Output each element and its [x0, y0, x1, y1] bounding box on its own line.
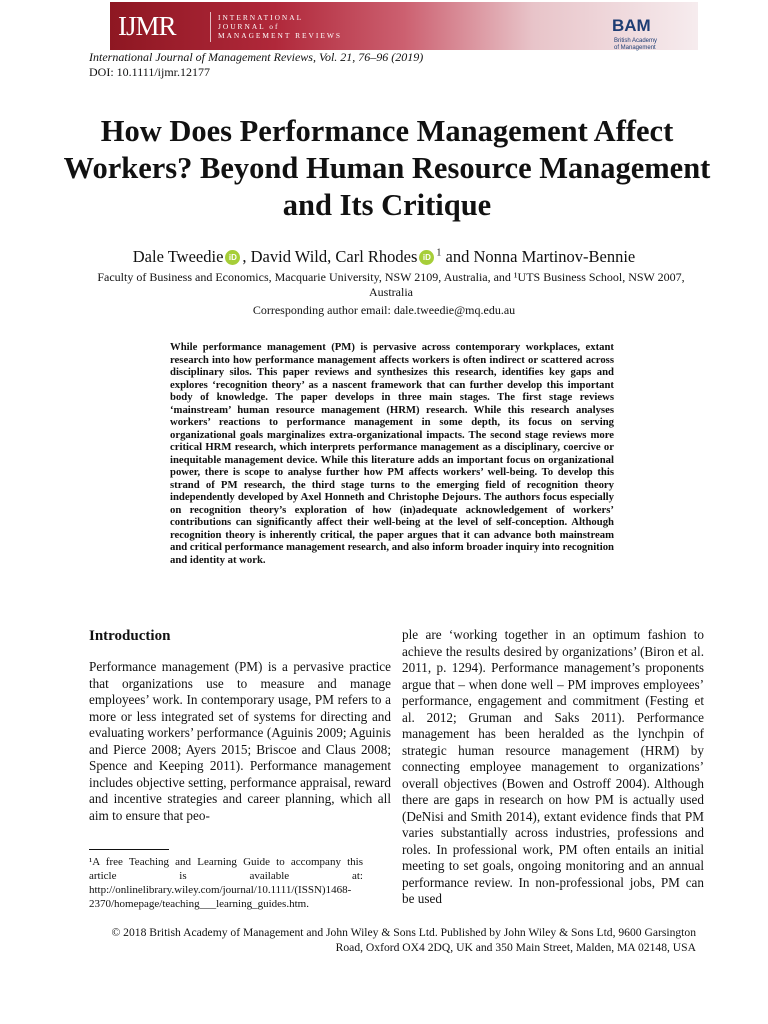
affiliations: Faculty of Business and Economics, Macquarie University, NSW 2109, Australia, and ¹UTS Business School, NSW 2007, Australia — [97, 270, 685, 299]
journal-citation: International Journal of Management Reviews, Vol. 21, 76–96 (2019) — [89, 50, 424, 64]
body-column-right — [402, 627, 704, 908]
corresponding-email[interactable]: Corresponding author email: dale.tweedie@mq.edu.au — [252, 303, 516, 317]
journal-name-line: MANAGEMENT REVIEWS — [218, 31, 342, 40]
bam-logo — [612, 16, 698, 54]
journal-name — [218, 13, 342, 40]
author-list — [0, 247, 768, 267]
body-paragraph: ple are ‘working together in an optimum fashion to achieve the results desired by organizations’ (Biron et al. 2011, p. 1294). Performance management’s proponents argue that – when done well – PM improves employees’ performance, engagement and commitment (Festing et al. 2012; Gruman and Saks 2011). Performance management has been heralded as the lynchpin of strategic human resource management (HRM) by connecting employee management to organizations’ overall objectives (Bowen and Ostroff 2004). Although there are gaps in research on how PM is actually used (DeNisi and Smith 2014), extant evidence finds that PM varies substantially across industries, professions and roles. In professional work, PM often entails an initial meeting to set goals, ongoing monitoring and an annual performance review. In non-professional jobs, PM can be used — [402, 627, 704, 906]
abstract: While performance management (PM) is pervasive across contemporary workplaces, extant research into how performance management affects workers is often indirect or scattered across disciplinary silos. This paper reviews and synthesizes this research, identifies key gaps and explores ‘recognition theory’ as a nascent framework that can further develop this important body of knowledge. The paper develops in three main stages. The first stage reviews ‘mainstream’ human resource management (HRM) research. While this research analyses workers’ reactions to performance management in some depth, its focus on serving organizational goals marginalizes extra-organizational impacts. The second stage reviews more critical HRM research, which interprets performance management as a disciplinary, coercive or inequitable management device. While this literature adds an important focus on organizational power, there is scope to analyse further how PM affects workers’ well-being. To develop this strand of PM research, the third stage turns to the emerging field of recognition theory independently developed by Axel Honneth and Christophe Dejours. The authors focus especially on recognition theory’s exploration of how (in)adequate acknowledgement of workers’ contributions can significantly affect their well-being at the level of self-conception. Although recognition theory is inherently critical, the paper argues that it can advance both mainstream and critical performance management research, and also inform broader inquiry into recognition and identity at work. — [170, 341, 614, 566]
journal-logo: IJMR — [118, 11, 176, 41]
bam-mark: BAM — [612, 16, 651, 35]
journal-name-line: INTERNATIONAL — [218, 13, 304, 22]
author-name: Dale Tweedie — [132, 247, 224, 266]
doi-link[interactable]: DOI: 10.1111/ijmr.12177 — [89, 65, 210, 79]
footnote: ¹A free Teaching and Learning Guide to accompany this article is available at: http://onlinelibrary.wiley.com/journal/10.1111/(ISSN)1468-2370/homepage/teaching___learning_guides.htm. — [89, 856, 363, 910]
footnote-divider — [89, 849, 169, 850]
journal-banner — [110, 2, 698, 50]
author-name: and Nonna Martinov-Bennie — [441, 247, 636, 266]
author-name: , David Wild, Carl Rhodes — [242, 247, 418, 266]
body-paragraph: Performance management (PM) is a pervasive practice that organizations use to measure and manage employees’ work. In contemporary usage, PM refers to a more or less integrated set of systems for directing and evaluating workers’ performance (Aguinis 2009; Aguinis and Pierce 2008; Ayers 2015; Briscoe and Claus 2008; Spence and Keeping 2011). Performance management includes objective setting, performance appraisal, reward and incentive strategies and career planning, which all aim to ensure that peo- — [89, 659, 391, 823]
copyright-notice: © 2018 British Academy of Management and John Wiley & Sons Ltd. Published by John Wiley & Sons Ltd, 9600 Garsington Road, Oxford OX4 2DQ, UK and 350 Main Street, Malden, MA 02148, USA — [111, 926, 696, 954]
orcid-icon[interactable]: iD — [225, 250, 240, 265]
affiliation-marker: 1 — [436, 247, 442, 259]
orcid-icon[interactable]: iD — [419, 250, 434, 265]
body-column-left — [89, 627, 391, 824]
journal-name-line: JOURNAL of — [218, 22, 280, 31]
article-title: How Does Performance Management Affect Workers? Beyond Human Resource Management and Its Critique — [63, 114, 711, 222]
logo-divider — [210, 12, 211, 42]
bam-full-name: British Academy of Management — [614, 38, 658, 52]
section-heading: Introduction — [89, 628, 171, 644]
